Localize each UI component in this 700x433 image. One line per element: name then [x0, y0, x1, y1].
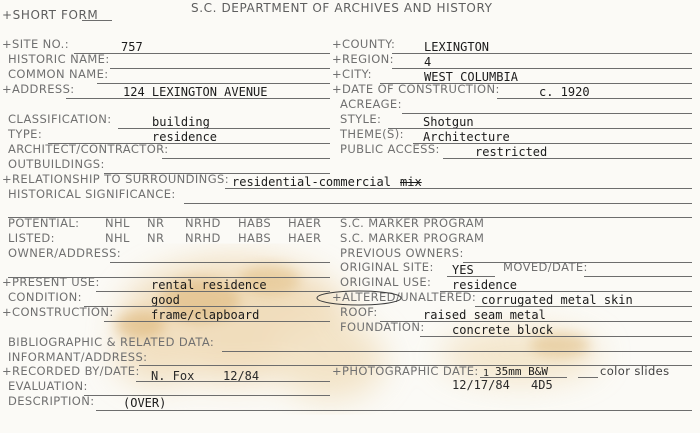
evaluation-line: [84, 395, 330, 396]
historic-name-line: [110, 68, 330, 69]
altered-value: corrugated metal skin: [481, 293, 633, 307]
type-value: residence: [152, 130, 218, 144]
potential-label: POTENTIAL:: [8, 216, 80, 230]
site-no-value: 757: [121, 40, 143, 54]
description-line: [96, 410, 692, 411]
classification-value: building: [152, 115, 210, 129]
construction-line: [104, 321, 330, 322]
public-access-value: restricted: [475, 145, 548, 159]
public-access-line: [443, 158, 692, 159]
photo-count: 1: [483, 368, 490, 379]
historic-name-label: HISTORIC NAME:: [8, 52, 110, 66]
region-value: 4: [424, 55, 432, 69]
public-access-label: PUBLIC ACCESS:: [340, 142, 440, 156]
photo-roll: 4D5: [531, 378, 553, 392]
moved-date-label: MOVED/DATE:: [503, 260, 588, 274]
potential-nr: NR: [147, 216, 165, 230]
themes-line: [413, 143, 692, 144]
county-label: +COUNTY:: [332, 37, 396, 51]
relationship-struck: mix: [400, 175, 422, 189]
condition-value: good: [151, 293, 180, 307]
foundation-line: [420, 336, 692, 337]
listed-nrhd: NRHD: [185, 231, 221, 245]
foundation-label: FOUNDATION:: [340, 320, 425, 334]
type-label: TYPE:: [8, 127, 43, 141]
themes-value: Architecture: [423, 130, 510, 144]
previous-owners-label: PREVIOUS OWNERS:: [340, 246, 464, 260]
site-no-line: [74, 53, 330, 54]
relationship-value: residential-commercial: [232, 175, 391, 189]
construction-value: frame/clapboard: [151, 308, 260, 322]
classification-label: CLASSIFICATION:: [8, 112, 112, 126]
date-construction-line: [497, 98, 692, 99]
classification-line: [118, 128, 330, 129]
potential-nrhd: NRHD: [185, 216, 221, 230]
common-name-line: [97, 83, 330, 84]
owner-label: OWNER/ADDRESS:: [8, 246, 122, 260]
themes-label: THEME(S):: [340, 127, 404, 141]
foundation-value: concrete block: [452, 323, 554, 337]
original-use-line: [440, 291, 692, 292]
listed-label: LISTED:: [8, 231, 55, 245]
altered-line: [475, 306, 692, 307]
region-label: +REGION:: [332, 52, 394, 66]
address-label: +ADDRESS:: [2, 82, 75, 96]
potential-habs: HABS: [238, 216, 272, 230]
listed-habs: HABS: [238, 231, 272, 245]
evaluation-label: EVALUATION:: [8, 379, 88, 393]
present-use-label: +PRESENT USE:: [2, 275, 100, 289]
listed-haer: HAER: [288, 231, 322, 245]
outbuildings-label: OUTBUILDINGS:: [8, 157, 105, 171]
style-line: [388, 128, 692, 129]
roof-value: raised seam metal: [423, 308, 546, 322]
relationship-line: [225, 188, 692, 189]
short-form-label: +SHORT FORM: [2, 8, 99, 22]
historical-significance-line: [184, 203, 692, 204]
acreage-label: ACREAGE:: [340, 97, 402, 111]
acreage-line: [402, 113, 692, 114]
description-value: (OVER): [123, 396, 167, 410]
style-value: Shotgun: [423, 115, 474, 129]
marker-program-1: S.C. MARKER PROGRAM: [340, 216, 485, 230]
architect-line: [162, 158, 330, 159]
marker-program-2: S.C. MARKER PROGRAM: [340, 231, 485, 245]
site-no-label: +SITE NO.:: [2, 37, 69, 51]
date-construction-value: c. 1920: [539, 85, 590, 99]
city-label: +CITY:: [332, 67, 372, 81]
listed-nr: NR: [147, 231, 165, 245]
condition-line: [84, 306, 330, 307]
recorded-by-date: 12/84: [223, 369, 260, 383]
potential-haer: HAER: [288, 216, 322, 230]
relationship-label: +RELATIONSHIP TO SURROUNDINGS:: [2, 172, 229, 186]
bibliographic-line: [222, 351, 692, 352]
photo-slides-line: [578, 377, 598, 378]
architect-label: ARCHITECT/CONTRACTOR:: [8, 142, 169, 156]
present-use-line: [96, 291, 330, 292]
original-site-value: YES: [452, 263, 474, 277]
short-form-line: [82, 20, 112, 21]
county-value: LEXINGTON: [424, 40, 490, 54]
roof-label: ROOF:: [340, 305, 378, 319]
county-line: [392, 53, 692, 54]
recorded-by-line: [136, 381, 330, 382]
original-use-value: residence: [452, 278, 518, 292]
recorded-by-value: N. Fox: [151, 369, 195, 383]
city-value: WEST COLUMBIA: [424, 70, 518, 84]
construction-label: +CONSTRUCTION:: [2, 305, 114, 319]
original-site-line: [447, 276, 495, 277]
form-title: S.C. DEPARTMENT OF ARCHIVES AND HISTORY: [191, 1, 493, 15]
informant-label: INFORMANT/ADDRESS:: [8, 350, 148, 364]
photo-color-slides: color slides: [600, 364, 670, 378]
moved-date-line: [584, 276, 692, 277]
description-label: DESCRIPTION:: [8, 394, 95, 408]
present-use-value: rental residence: [151, 278, 267, 292]
potential-nhl: NHL: [105, 216, 130, 230]
photographic-date-label: +PHOTOGRAPHIC DATE:: [332, 364, 479, 378]
condition-label: CONDITION:: [8, 290, 82, 304]
owner-line: [110, 262, 330, 263]
original-site-label: ORIGINAL SITE:: [340, 260, 434, 274]
original-use-label: ORIGINAL USE:: [340, 275, 432, 289]
style-label: STYLE:: [340, 112, 382, 126]
common-name-label: COMMON NAME:: [8, 67, 109, 81]
date-construction-label: +DATE OF CONSTRUCTION:: [332, 82, 500, 96]
bibliographic-label: BIBLIOGRAPHIC & RELATED DATA:: [8, 335, 215, 349]
recorded-by-label: +RECORDED BY/DATE:: [2, 364, 140, 378]
altered-label: +ALTERED/UNALTERED:: [332, 290, 477, 304]
address-line: [66, 98, 330, 99]
photo-film: 35mm B&W: [495, 365, 548, 378]
roof-line: [380, 321, 692, 322]
region-line: [392, 68, 692, 69]
listed-nhl: NHL: [105, 231, 130, 245]
address-value: 124 LEXINGTON AVENUE: [123, 85, 268, 99]
photo-date: 12/17/84: [452, 378, 510, 392]
historical-significance-label: HISTORICAL SIGNIFICANCE:: [8, 187, 176, 201]
photo-bw-line: [480, 377, 567, 378]
